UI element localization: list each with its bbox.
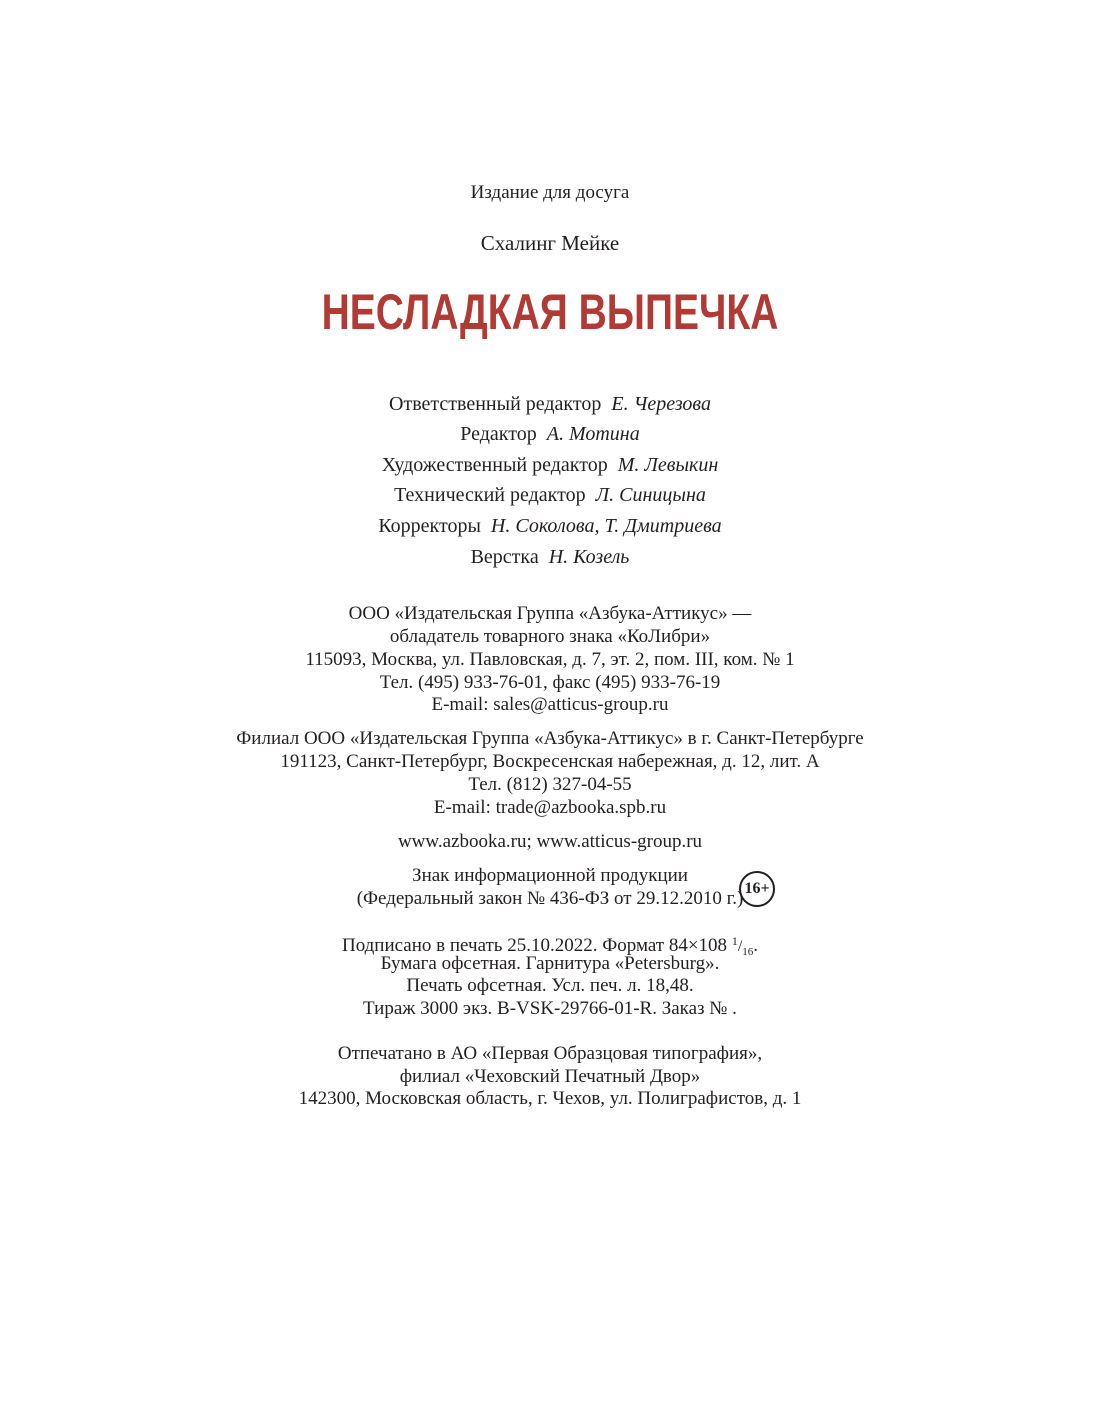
credit-role: Редактор (460, 423, 537, 445)
info-sign-law: (Федеральный закон № 436-ФЗ от 29.12.2010 г.) (356, 888, 744, 909)
printer-address: 142300, Московская область, г. Чехов, ул. Полиграфистов, д. 1 (298, 1088, 802, 1109)
format-slash: / (737, 938, 743, 955)
branch-address: 191123, Санкт-Петербург, Воскресенская набережная, д. 12, лит. А (280, 751, 820, 772)
credit-name: А. Мотина (546, 423, 640, 445)
printer-line: Отпечатано в АО «Первая Образцовая типография», (337, 1043, 763, 1064)
format-numerator: 1 (731, 934, 738, 948)
credit-line-6 (0, 544, 1100, 570)
printer-line: филиал «Чеховский Печатный Двор» (399, 1066, 701, 1087)
publisher-email: E-mail: sales@atticus-group.ru (431, 694, 669, 715)
print-info-paper: Бумага офсетная. Гарнитура «Petersburg». (380, 953, 720, 974)
credit-role: Технический редактор (394, 484, 586, 506)
credit-name: Н. Козель (548, 546, 630, 568)
credit-name: Л. Синицына (595, 484, 706, 506)
info-sign-line: Знак информационной продукции (412, 865, 688, 886)
age-rating-badge: 16+ (739, 871, 775, 907)
credit-role: Ответственный редактор (389, 393, 602, 415)
print-info-format-text: Подписано в печать 25.10.2022. Формат 84×108 (341, 935, 728, 956)
credit-role: Корректоры (378, 515, 481, 537)
credit-line-5 (0, 513, 1100, 539)
format-denominator: 16 (742, 946, 754, 958)
credit-line-2 (0, 421, 1100, 447)
edition-type: Издание для досуга (470, 182, 630, 203)
credit-role: Художественный редактор (381, 454, 608, 476)
credit-role: Верстка (470, 546, 539, 568)
branch-phone: Тел. (812) 327-04-55 (468, 774, 632, 795)
credit-line-4 (0, 482, 1100, 508)
publisher-line: обладатель товарного знака «КоЛибри» (389, 626, 711, 647)
websites: www.azbooka.ru; www.atticus-group.ru (397, 831, 703, 852)
format-period: . (753, 935, 759, 956)
branch-line: Филиал ООО «Издательская Группа «Азбука-Аттикус» в г. Санкт-Петербурге (236, 728, 864, 749)
publisher-address: 115093, Москва, ул. Павловская, д. 7, эт. 2, пом. III, ком. № 1 (305, 649, 795, 670)
credit-line-3 (0, 452, 1100, 478)
credit-name: Е. Черезова (611, 393, 711, 415)
credit-name: Н. Соколова, Т. Дмитриева (490, 515, 722, 537)
branch-email: E-mail: trade@azbooka.spb.ru (433, 797, 667, 818)
print-info-run: Тираж 3000 экз. B-VSK-29766-01-R. Заказ № . (363, 998, 737, 1019)
book-title: НЕСЛАДКАЯ ВЫПЕЧКА (321, 284, 779, 340)
author-name: Схалинг Мейке (480, 231, 620, 255)
credit-line-1 (0, 391, 1100, 417)
publisher-line: ООО «Издательская Группа «Азбука-Аттикус» — (348, 603, 752, 624)
publisher-phone: Тел. (495) 933-76-01, факс (495) 933-76-19 (379, 672, 721, 693)
credit-name: М. Левыкин (617, 454, 719, 476)
print-info-sheets: Печать офсетная. Усл. печ. л. 18,48. (406, 975, 694, 996)
